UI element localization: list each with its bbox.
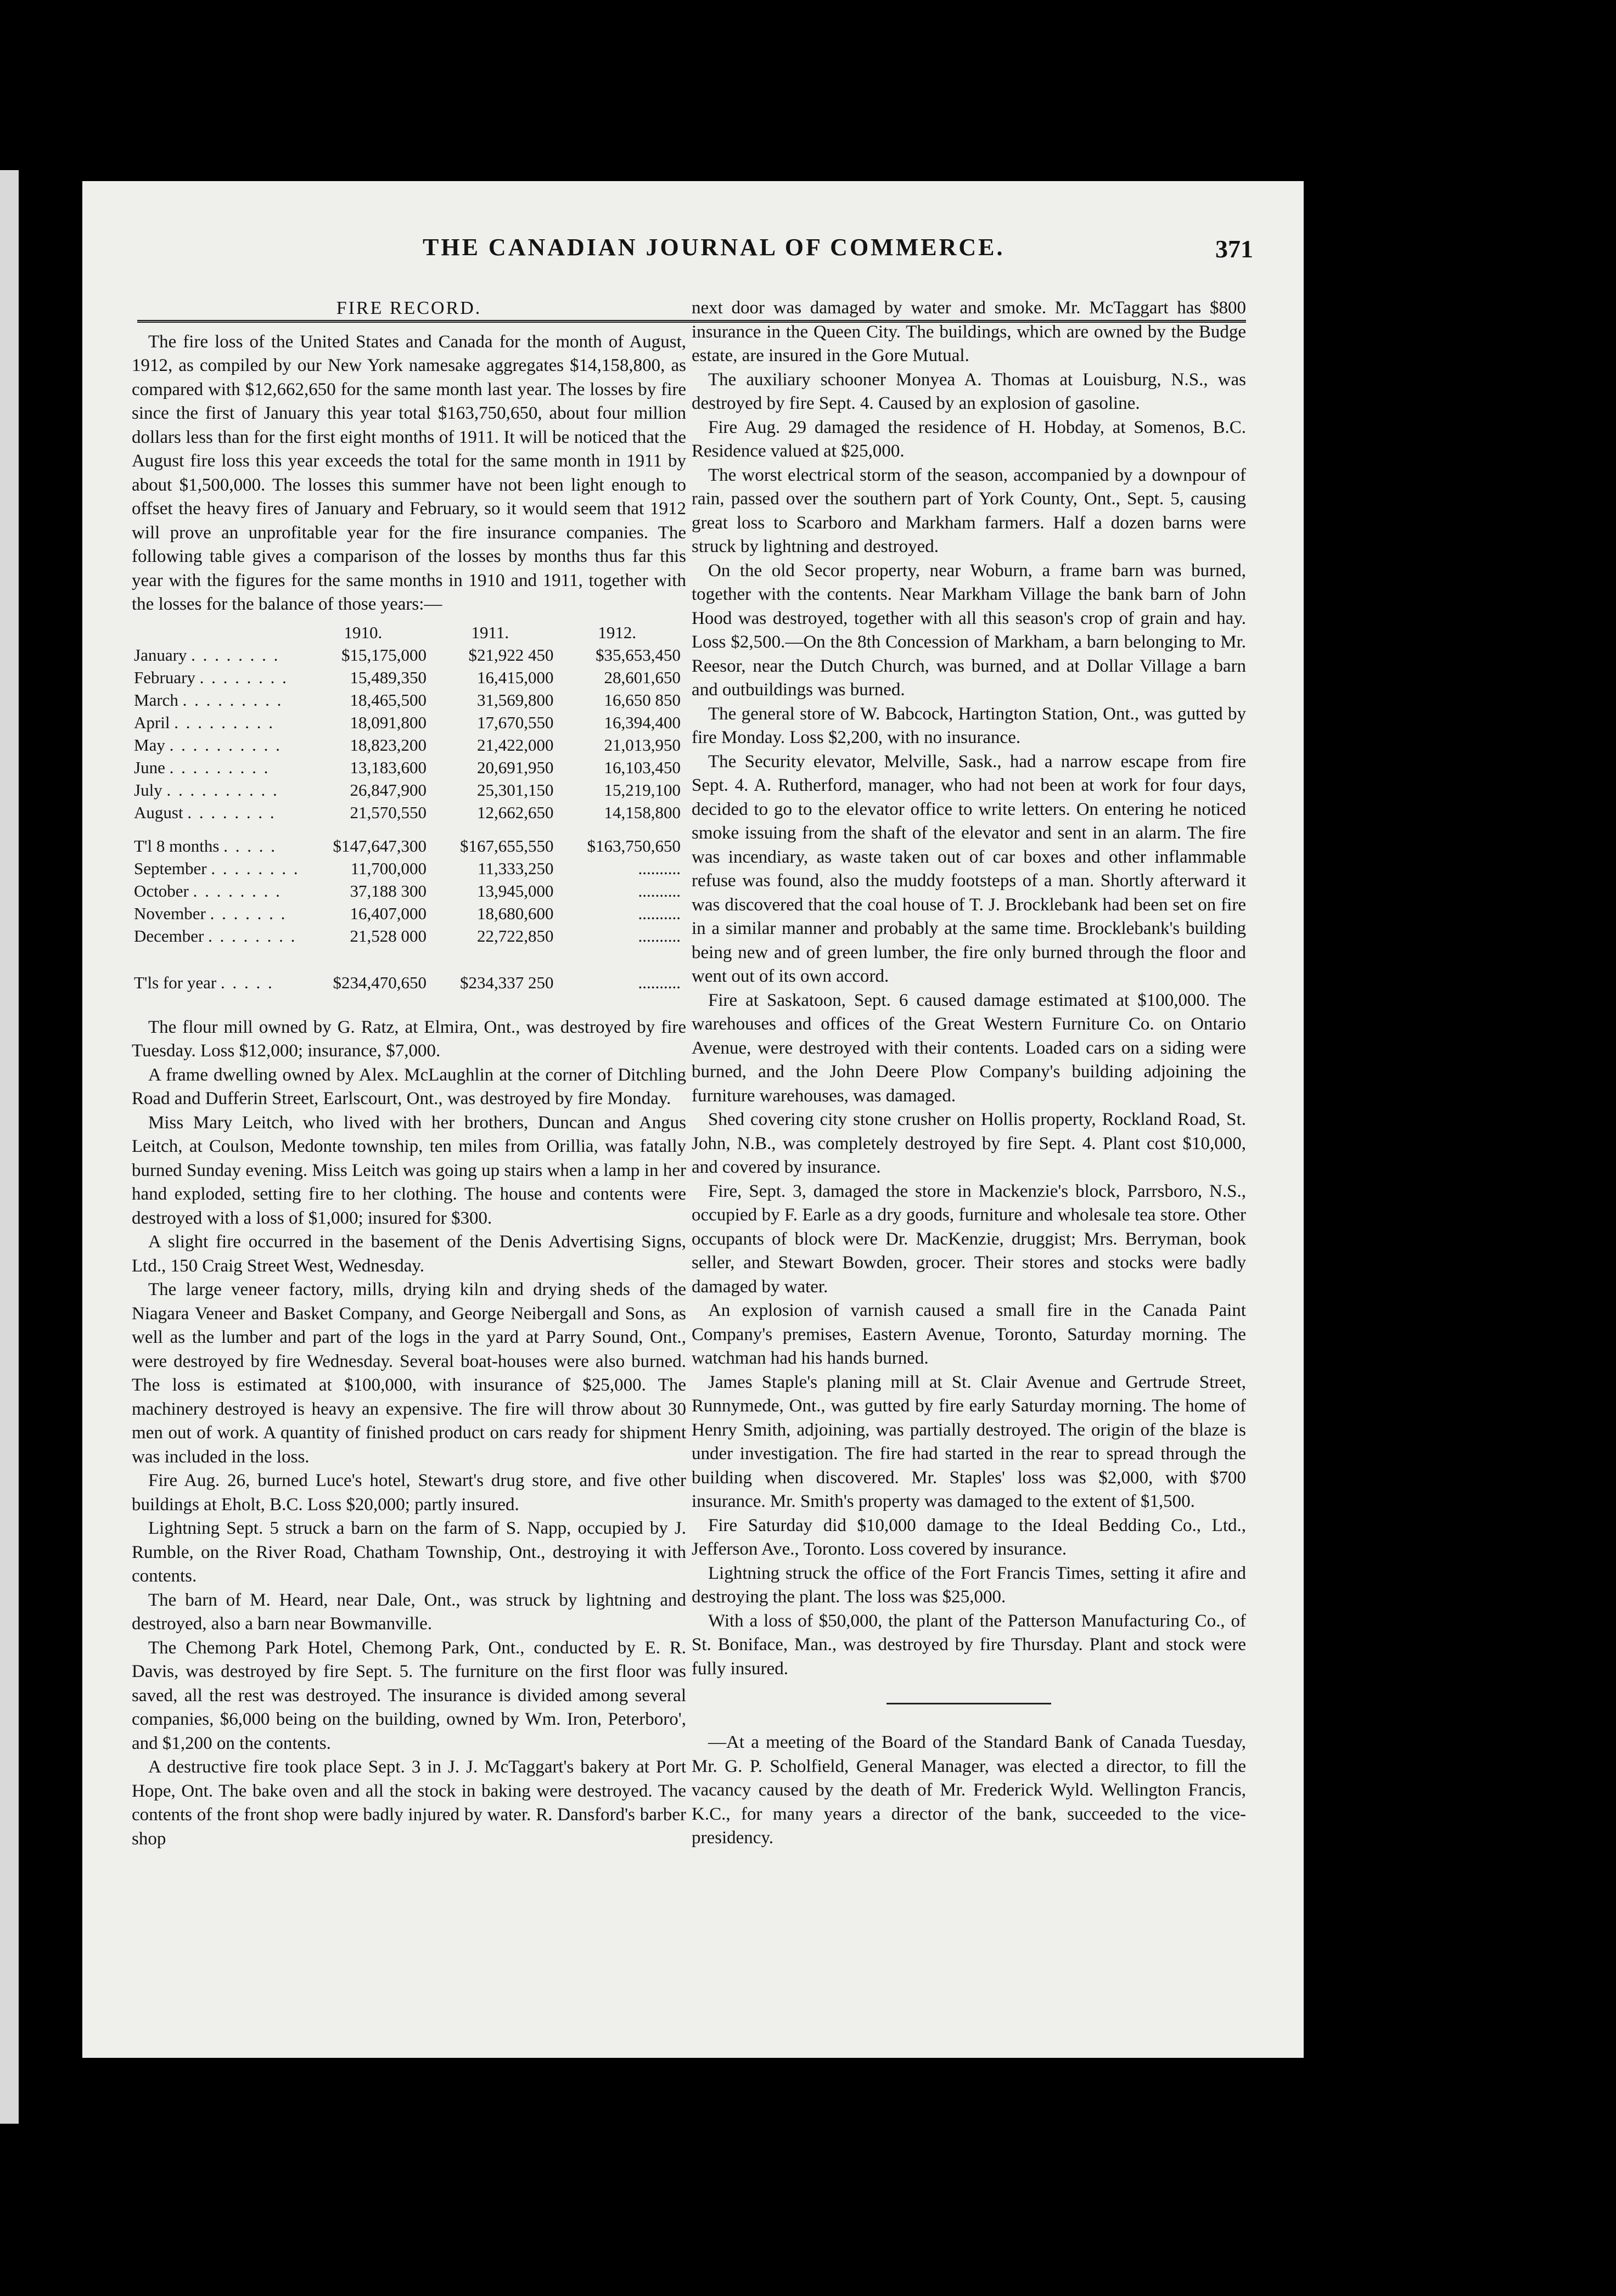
fire-loss-table [132, 621, 681, 994]
cell-1912: .......... [638, 903, 681, 923]
cell-1911: 11,333,250 [478, 858, 554, 878]
section-divider [886, 1703, 1051, 1704]
cell-1912: 21,013,950 [604, 735, 681, 755]
row-label: April . . . . . . . . . [134, 712, 274, 732]
bank-note: —At a meeting of the Board of the Standard Bank of Canada Tuesday, Mr. G. P. Scholfield, General Manager, was elected a director, to fill the vacancy caused by the death of Mr. Frederick Wyld. Wellington Francis, K.C., for many years a director of the bank, succeeded to the vice-presidency. [692, 1732, 1246, 1848]
row-label: December . . . . . . . . [134, 926, 297, 946]
cell-1911: 12,662,650 [477, 802, 554, 822]
cell-1912: .......... [638, 858, 681, 878]
cell-1912: 16,650 850 [604, 690, 681, 710]
news-item: An explosion of varnish caused a small fire in the Canada Paint Company's premises, Eastern Avenue, Toronto, Saturday morning. The watchman had his hands burned. [692, 1301, 1246, 1368]
total-row [132, 947, 681, 994]
remaining-month-rows [132, 857, 681, 947]
cell-1912: 28,601,650 [604, 667, 681, 687]
news-item: A slight fire occurred in the basement of the Denis Advertising Signs, Ltd., 150 Craig Street West, Wednesday. [132, 1232, 686, 1276]
cell-1911: 25,301,150 [477, 780, 554, 800]
page-header [82, 233, 1304, 272]
row-label: March . . . . . . . . . [134, 690, 283, 710]
row-label: T'l 8 months . . . . . [134, 836, 277, 856]
table-row [132, 779, 681, 801]
cell-1910: $147,647,300 [333, 836, 427, 856]
cell-1912: $163,750,650 [587, 836, 681, 856]
cell-1912: .......... [638, 972, 681, 992]
news-item: On the old Secor property, near Woburn, a frame barn was burned, together with the contents. Near Markham Village the bank barn of John Hood was destroyed, together with all this season's crop of grain and hay. Loss $2,500.—On the 8th Concession of Markham, a barn belonging to Mr. Reesor, near the Dutch Church, was burned, and at Dollar Village a barn and outbuildings was burned. [692, 560, 1246, 700]
news-item: The Security elevator, Melville, Sask., had a narrow escape from fire Sept. 4. A. Rutherford, manager, who had not been at work for four days, decided to go to the elevator office to write letters. On entering he noticed smoke issuing from the shaft of the elevator and sent in an alarm. The fire was incendiary, as waste taken out of car boxes and other inflammable refuse was found, also the muddy footsteps of a man. Shortly afterward it was discovered that the coal house of T. J. Brocklebank had been set on fire in a similar manner and probably at the same time. Brocklebank's building being new and of green lumber, the fire only burned through the floor and went out of its own accord. [692, 751, 1246, 986]
month-rows [132, 644, 681, 824]
cell-1910: $234,470,650 [333, 972, 427, 992]
cell-1911: 17,670,550 [477, 712, 554, 732]
cell-1910: 18,823,200 [350, 735, 427, 755]
table-row [132, 666, 681, 689]
news-item: A frame dwelling owned by Alex. McLaughlin at the corner of Ditchling Road and Dufferin Street, Earlscourt, Ont., was destroyed by fire Monday. [132, 1065, 686, 1108]
table-header-1910: 1910. [344, 622, 383, 642]
journal-title: THE CANADIAN JOURNAL OF COMMERCE. [423, 234, 1005, 261]
cell-1912: 15,219,100 [604, 780, 681, 800]
news-item: The general store of W. Babcock, Hartington Station, Ont., was gutted by fire Monday. Loss $2,200, with no insurance. [692, 704, 1246, 747]
left-news-items [132, 1016, 686, 1852]
cell-1911: 22,722,850 [477, 926, 554, 946]
cell-1912: $35,653,450 [596, 645, 681, 665]
row-label: May . . . . . . . . . . [134, 735, 282, 755]
news-item: Shed covering city stone crusher on Hollis property, Rockland Road, St. John, N.B., was completely destroyed by fire Sept. 4. Plant cost $10,000, and covered by insurance. [692, 1110, 1246, 1177]
row-label: September . . . . . . . . [134, 858, 300, 878]
cell-1911: $234,337 250 [460, 972, 554, 992]
cell-1910: 16,407,000 [350, 903, 427, 923]
article-heading: FIRE RECORD. [336, 298, 482, 318]
news-item: Lightning struck the office of the Fort Francis Times, setting it afire and destroying the plant. The loss was $25,000. [692, 1563, 1246, 1607]
continued-paragraph: next door was damaged by water and smoke. Mr. McTaggart has $800 insurance in the Queen City. The buildings, which are owned by the Budge estate, are insured in the Gore Mutual. [692, 298, 1246, 365]
cell-1911: 16,415,000 [477, 667, 554, 687]
cell-1910: 18,091,800 [350, 712, 427, 732]
journal-page [82, 181, 1304, 2058]
news-item: The Chemong Park Hotel, Chemong Park, Ont., conducted by E. R. Davis, was destroyed by fire Sept. 5. The furniture on the first floor was saved, all the rest was destroyed. The insurance is divided among several companies, $6,000 being on the building, owned by Wm. Iron, Peterboro', and $1,200 on the contents. [132, 1637, 686, 1753]
news-item: A destructive fire took place Sept. 3 in J. J. McTaggart's bakery at Port Hope, Ont. The bake oven and all the stock in baking were destroyed. The contents of the front shop were badly injured by water. R. Dansford's barber shop [132, 1757, 686, 1849]
row-label: T'ls for year . . . . . [134, 972, 274, 992]
subtotal-row [132, 824, 681, 857]
table-header-1912: 1912. [598, 622, 637, 642]
cell-1910: 13,183,600 [350, 757, 427, 777]
news-item: Fire Aug. 26, burned Luce's hotel, Stewart's drug store, and five other buildings at Eholt, B.C. Loss $20,000; partly insured. [132, 1471, 686, 1515]
cell-1910: 21,570,550 [350, 802, 427, 822]
table-row [132, 734, 681, 756]
cell-1911: 21,422,000 [477, 735, 554, 755]
news-item: The worst electrical storm of the season, accompanied by a downpour of rain, passed over the southern part of York County, Ont., Sept. 5, causing great loss to Scarboro and Markham farmers. Half a dozen barns were struck by lightning and destroyed. [692, 465, 1246, 556]
table-header-row [132, 621, 681, 644]
news-item: The flour mill owned by G. Ratz, at Elmira, Ont., was destroyed by fire Tuesday. Loss $12,000; insurance, $7,000. [132, 1017, 686, 1061]
cell-1911: 31,569,800 [477, 690, 554, 710]
cell-1911: $167,655,550 [460, 836, 554, 856]
news-item: Fire at Saskatoon, Sept. 6 caused damage estimated at $100,000. The warehouses and offices of the Great Western Furniture Co. on Ontario Avenue, were destroyed with their contents. Loaded cars on a siding were burned, and the John Deere Plow Company's building adjoining the furniture warehouses, was damaged. [692, 990, 1246, 1106]
cell-1912: 14,158,800 [604, 802, 681, 822]
news-item: The auxiliary schooner Monyea A. Thomas at Louisburg, N.S., was destroyed by fire Sept. 4. Caused by an explosion of gasoline. [692, 369, 1246, 413]
cell-1912: .......... [638, 926, 681, 946]
cell-1911: $21,922 450 [468, 645, 554, 665]
table-row [132, 644, 681, 666]
news-item: The large veneer factory, mills, drying kiln and drying sheds of the Niagara Veneer and Basket Company, and George Neibergall and Sons, as well as the lumber and part of the logs in the yard at Parry Sound, Ont., were destroyed by fire Wednesday. Several boat-houses were also burned. The loss is estimated at $100,000, with insurance of $25,000. The machinery destroyed is heavy an expensive. The fire will throw about 30 men out of work. A quantity of finished product on cars ready for shipment was included in the loss. [132, 1280, 686, 1467]
table-row [132, 857, 681, 880]
cell-1911: 20,691,950 [477, 757, 554, 777]
right-news-items [692, 368, 1246, 1681]
cell-1910: 37,188 300 [350, 881, 427, 901]
cell-1912: .......... [638, 881, 681, 901]
table-row [132, 925, 681, 947]
news-item: Miss Mary Leitch, who lived with her brothers, Duncan and Angus Leitch, at Coulson, Medonte township, ten miles from Orillia, was fatally burned Sunday evening. Miss Leitch was going up stairs when a lamp in her hand exploded, setting fire to her clothing. The house and contents were destroyed with a loss of $1,000; insured for $300. [132, 1112, 686, 1228]
cell-1910: 18,465,500 [350, 690, 427, 710]
row-label: February . . . . . . . . [134, 667, 288, 687]
left-column [132, 296, 686, 1851]
cell-1910: $15,175,000 [341, 645, 427, 665]
row-label: June . . . . . . . . . [134, 757, 270, 777]
table-row [132, 756, 681, 779]
table-row [132, 880, 681, 902]
page-number: 371 [1215, 235, 1253, 263]
row-label: October . . . . . . . . [134, 881, 282, 901]
table-row [132, 689, 681, 711]
news-item: Lightning Sept. 5 struck a barn on the farm of S. Napp, occupied by J. Rumble, on the River Road, Chatham Township, Ont., destroying it with contents. [132, 1518, 686, 1586]
cell-1911: 13,945,000 [477, 881, 554, 901]
table-row [132, 711, 681, 734]
cell-1911: 18,680,600 [477, 903, 554, 923]
cell-1912: 16,394,400 [604, 712, 681, 732]
news-item: Fire, Sept. 3, damaged the store in Mackenzie's block, Parrsboro, N.S., occupied by F. Earle as a dry goods, furniture and wholesale tea store. Other occupants of block were Dr. MacKenzie, druggist; Mrs. Berryman, book seller, and Stewart Bowden, grocer. Their stores and stocks were badly damaged by water. [692, 1181, 1246, 1297]
news-item: The barn of M. Heard, near Dale, Ont., was struck by lightning and destroyed, also a barn near Bowmanville. [132, 1590, 686, 1634]
cell-1910: 11,700,000 [350, 858, 427, 878]
cell-1910: 21,528 000 [350, 926, 427, 946]
row-label: November . . . . . . . [134, 903, 287, 923]
row-label: January . . . . . . . . [134, 645, 280, 665]
news-item: Fire Aug. 29 damaged the residence of H. Hobday, at Somenos, B.C. Residence valued at $25,000. [692, 417, 1246, 461]
cell-1910: 15,489,350 [350, 667, 427, 687]
row-label: July . . . . . . . . . . [134, 780, 279, 800]
news-item: James Staple's planing mill at St. Clair Avenue and Gertrude Street, Runnymede, Ont., was gutted by fire early Saturday morning. The home of Henry Smith, adjoining, was partially destroyed. The origin of the blaze is under investigation. The fire had started in the rear to spread through the building when discovered. Mr. Staples' loss was $2,000, with $700 insurance. Mr. Smith's property was damaged to the extent of $1,500. [692, 1372, 1246, 1511]
right-column [692, 296, 1246, 1850]
table-header-1911: 1911. [471, 622, 509, 642]
cell-1912: 16,103,450 [604, 757, 681, 777]
cell-1910: 26,847,900 [350, 780, 427, 800]
table-row [132, 902, 681, 925]
news-item: Fire Saturday did $10,000 damage to the Ideal Bedding Co., Ltd., Jefferson Ave., Toronto. Loss covered by insurance. [692, 1515, 1246, 1559]
table-header-blank [132, 621, 300, 644]
article-intro: The fire loss of the United States and Canada for the month of August, 1912, as compiled by our New York namesake aggregates $14,158,800, as compared with $12,662,650 for the same month last year. The losses by fire since the first of January this year total $163,750,650, about four million dollars less than for the first eight months of 1911. It will be noticed that the August fire loss this year exceeds the total for the same month in 1911 by about $1,500,000. The losses this summer have not been light enough to offset the heavy fires of January and February, so it would seem that 1912 will prove an unprofitable year for the fire insurance companies. The following table gives a comparison of the losses by months thus far this year with the figures for the same months in 1910 and 1911, together with the losses for the balance of those years:— [132, 331, 686, 614]
news-item: With a loss of $50,000, the plant of the Patterson Manufacturing Co., of St. Boniface, Man., was destroyed by fire Thursday. Plant and stock were fully insured. [692, 1611, 1246, 1679]
table-row [132, 801, 681, 824]
adjacent-page-edge [0, 170, 19, 2124]
row-label: August . . . . . . . . [134, 802, 276, 822]
